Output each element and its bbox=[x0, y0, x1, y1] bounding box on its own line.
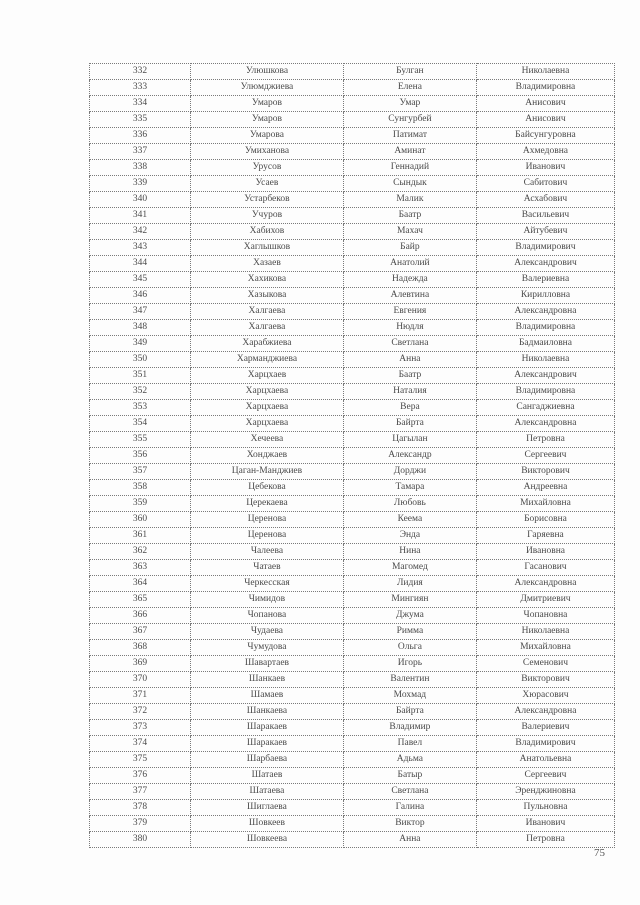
table-row bbox=[90, 192, 615, 208]
row-number: 355 bbox=[90, 432, 191, 448]
patronymic-cell: Владимировна bbox=[476, 80, 614, 96]
table-row bbox=[90, 400, 615, 416]
patronymic-cell: Петровна bbox=[476, 832, 614, 848]
patronymic-cell: Викторович bbox=[476, 672, 614, 688]
row-number: 349 bbox=[90, 336, 191, 352]
row-number: 337 bbox=[90, 144, 191, 160]
patronymic-cell: Валериевич bbox=[476, 720, 614, 736]
first-name-cell: Джума bbox=[343, 608, 476, 624]
table-row bbox=[90, 336, 615, 352]
row-number: 354 bbox=[90, 416, 191, 432]
patronymic-cell: Владимирович bbox=[476, 240, 614, 256]
last-name-cell: Улюмджиева bbox=[191, 80, 344, 96]
patronymic-cell: Михайловна bbox=[476, 496, 614, 512]
table-row bbox=[90, 528, 615, 544]
row-number: 347 bbox=[90, 304, 191, 320]
table-row bbox=[90, 464, 615, 480]
table-row bbox=[90, 128, 615, 144]
last-name-cell: Чопанова bbox=[191, 608, 344, 624]
patronymic-cell: Анисович bbox=[476, 112, 614, 128]
first-name-cell: Елена bbox=[343, 80, 476, 96]
first-name-cell: Ольга bbox=[343, 640, 476, 656]
row-number: 366 bbox=[90, 608, 191, 624]
patronymic-cell: Гасанович bbox=[476, 560, 614, 576]
table-row bbox=[90, 320, 615, 336]
first-name-cell: Евгения bbox=[343, 304, 476, 320]
last-name-cell: Чумудова bbox=[191, 640, 344, 656]
patronymic-cell: Петровна bbox=[476, 432, 614, 448]
table-row bbox=[90, 288, 615, 304]
last-name-cell: Шиглаева bbox=[191, 800, 344, 816]
patronymic-cell: Иванович bbox=[476, 816, 614, 832]
patronymic-cell: Кирилловна bbox=[476, 288, 614, 304]
first-name-cell: Светлана bbox=[343, 336, 476, 352]
row-number: 356 bbox=[90, 448, 191, 464]
table-row bbox=[90, 208, 615, 224]
row-number: 363 bbox=[90, 560, 191, 576]
last-name-cell: Шанкаев bbox=[191, 672, 344, 688]
patronymic-cell: Ивановна bbox=[476, 544, 614, 560]
row-number: 370 bbox=[90, 672, 191, 688]
patronymic-cell: Борисовна bbox=[476, 512, 614, 528]
row-number: 376 bbox=[90, 768, 191, 784]
table-row bbox=[90, 368, 615, 384]
first-name-cell: Анна bbox=[343, 352, 476, 368]
patronymic-cell: Бадмаиловна bbox=[476, 336, 614, 352]
row-number: 365 bbox=[90, 592, 191, 608]
table-row bbox=[90, 800, 615, 816]
last-name-cell: Хазыкова bbox=[191, 288, 344, 304]
last-name-cell: Хазаев bbox=[191, 256, 344, 272]
table-row bbox=[90, 592, 615, 608]
row-number: 375 bbox=[90, 752, 191, 768]
patronymic-cell: Иванович bbox=[476, 160, 614, 176]
first-name-cell: Булган bbox=[343, 64, 476, 80]
patronymic-cell: Сергеевич bbox=[476, 768, 614, 784]
last-name-cell: Шаракаев bbox=[191, 736, 344, 752]
table-row bbox=[90, 720, 615, 736]
last-name-cell: Шанкаева bbox=[191, 704, 344, 720]
last-name-cell: Шовкеева bbox=[191, 832, 344, 848]
row-number: 342 bbox=[90, 224, 191, 240]
row-number: 341 bbox=[90, 208, 191, 224]
first-name-cell: Батыр bbox=[343, 768, 476, 784]
patronymic-cell: Александровна bbox=[476, 416, 614, 432]
first-name-cell: Байр bbox=[343, 240, 476, 256]
table-row bbox=[90, 688, 615, 704]
row-number: 377 bbox=[90, 784, 191, 800]
row-number: 334 bbox=[90, 96, 191, 112]
first-name-cell: Алевтина bbox=[343, 288, 476, 304]
patronymic-cell: Семенович bbox=[476, 656, 614, 672]
row-number: 360 bbox=[90, 512, 191, 528]
patronymic-cell: Александровна bbox=[476, 304, 614, 320]
last-name-cell: Харцхаев bbox=[191, 368, 344, 384]
row-number: 369 bbox=[90, 656, 191, 672]
row-number: 340 bbox=[90, 192, 191, 208]
first-name-cell: Баатр bbox=[343, 208, 476, 224]
table-row bbox=[90, 272, 615, 288]
patronymic-cell: Николаевна bbox=[476, 624, 614, 640]
patronymic-cell: Байсунгуровна bbox=[476, 128, 614, 144]
first-name-cell: Мохмад bbox=[343, 688, 476, 704]
table-row bbox=[90, 560, 615, 576]
row-number: 339 bbox=[90, 176, 191, 192]
first-name-cell: Кеема bbox=[343, 512, 476, 528]
row-number: 346 bbox=[90, 288, 191, 304]
last-name-cell: Хечеева bbox=[191, 432, 344, 448]
last-name-cell: Урусов bbox=[191, 160, 344, 176]
patronymic-cell: Валериевна bbox=[476, 272, 614, 288]
first-name-cell: Светлана bbox=[343, 784, 476, 800]
last-name-cell: Харманджиева bbox=[191, 352, 344, 368]
patronymic-cell: Александрович bbox=[476, 256, 614, 272]
first-name-cell: Павел bbox=[343, 736, 476, 752]
row-number: 358 bbox=[90, 480, 191, 496]
last-name-cell: Халгаева bbox=[191, 320, 344, 336]
last-name-cell: Хонджаев bbox=[191, 448, 344, 464]
patronymic-cell: Ахмедовна bbox=[476, 144, 614, 160]
first-name-cell: Дорджи bbox=[343, 464, 476, 480]
table-row bbox=[90, 112, 615, 128]
last-name-cell: Халгаева bbox=[191, 304, 344, 320]
first-name-cell: Махач bbox=[343, 224, 476, 240]
row-number: 353 bbox=[90, 400, 191, 416]
patronymic-cell: Пульновна bbox=[476, 800, 614, 816]
row-number: 344 bbox=[90, 256, 191, 272]
first-name-cell: Сунгурбей bbox=[343, 112, 476, 128]
last-name-cell: Улюшкова bbox=[191, 64, 344, 80]
first-name-cell: Анатолий bbox=[343, 256, 476, 272]
table-row bbox=[90, 704, 615, 720]
first-name-cell: Баатр bbox=[343, 368, 476, 384]
last-name-cell: Шавартаев bbox=[191, 656, 344, 672]
first-name-cell: Надежда bbox=[343, 272, 476, 288]
first-name-cell: Владимир bbox=[343, 720, 476, 736]
first-name-cell: Мингиян bbox=[343, 592, 476, 608]
first-name-cell: Виктор bbox=[343, 816, 476, 832]
first-name-cell: Валентин bbox=[343, 672, 476, 688]
table-row bbox=[90, 752, 615, 768]
patronymic-cell: Александровна bbox=[476, 576, 614, 592]
patronymic-cell: Александровна bbox=[476, 704, 614, 720]
table-row bbox=[90, 64, 615, 80]
first-name-cell: Анна bbox=[343, 832, 476, 848]
table-row bbox=[90, 432, 615, 448]
patronymic-cell: Айтубевич bbox=[476, 224, 614, 240]
first-name-cell: Энда bbox=[343, 528, 476, 544]
row-number: 371 bbox=[90, 688, 191, 704]
last-name-cell: Усаев bbox=[191, 176, 344, 192]
last-name-cell: Цебекова bbox=[191, 480, 344, 496]
patronymic-cell: Анатольевна bbox=[476, 752, 614, 768]
table-row bbox=[90, 176, 615, 192]
table-row bbox=[90, 352, 615, 368]
row-number: 379 bbox=[90, 816, 191, 832]
row-number: 361 bbox=[90, 528, 191, 544]
last-name-cell: Умиханова bbox=[191, 144, 344, 160]
table-row bbox=[90, 736, 615, 752]
table-row bbox=[90, 240, 615, 256]
patronymic-cell: Николаевна bbox=[476, 352, 614, 368]
patronymic-cell: Анисович bbox=[476, 96, 614, 112]
last-name-cell: Харцхаева bbox=[191, 384, 344, 400]
patronymic-cell: Чопановна bbox=[476, 608, 614, 624]
table-row bbox=[90, 640, 615, 656]
last-name-cell: Церенова bbox=[191, 512, 344, 528]
last-name-cell: Устарбеков bbox=[191, 192, 344, 208]
first-name-cell: Адьма bbox=[343, 752, 476, 768]
table-row bbox=[90, 576, 615, 592]
first-name-cell: Сындык bbox=[343, 176, 476, 192]
first-name-cell: Лидия bbox=[343, 576, 476, 592]
patronymic-cell: Владимировна bbox=[476, 384, 614, 400]
first-name-cell: Александр bbox=[343, 448, 476, 464]
row-number: 332 bbox=[90, 64, 191, 80]
last-name-cell: Умаров bbox=[191, 112, 344, 128]
last-name-cell: Шатаев bbox=[191, 768, 344, 784]
row-number: 343 bbox=[90, 240, 191, 256]
last-name-cell: Шатаева bbox=[191, 784, 344, 800]
row-number: 368 bbox=[90, 640, 191, 656]
patronymic-cell: Владимирович bbox=[476, 736, 614, 752]
last-name-cell: Церекаева bbox=[191, 496, 344, 512]
roster-body bbox=[90, 64, 615, 848]
last-name-cell: Цаган-Манджиев bbox=[191, 464, 344, 480]
table-row bbox=[90, 496, 615, 512]
table-row bbox=[90, 608, 615, 624]
last-name-cell: Умаров bbox=[191, 96, 344, 112]
table-row bbox=[90, 448, 615, 464]
first-name-cell: Нина bbox=[343, 544, 476, 560]
patronymic-cell: Александрович bbox=[476, 368, 614, 384]
first-name-cell: Магомед bbox=[343, 560, 476, 576]
first-name-cell: Галина bbox=[343, 800, 476, 816]
patronymic-cell: Сабитович bbox=[476, 176, 614, 192]
table-row bbox=[90, 304, 615, 320]
table-row bbox=[90, 544, 615, 560]
table-row bbox=[90, 80, 615, 96]
patronymic-cell: Эренджиновна bbox=[476, 784, 614, 800]
first-name-cell: Тамара bbox=[343, 480, 476, 496]
patronymic-cell: Владимировна bbox=[476, 320, 614, 336]
patronymic-cell: Сангаджиевна bbox=[476, 400, 614, 416]
patronymic-cell: Андреевна bbox=[476, 480, 614, 496]
first-name-cell: Римма bbox=[343, 624, 476, 640]
first-name-cell: Байрта bbox=[343, 416, 476, 432]
patronymic-cell: Викторович bbox=[476, 464, 614, 480]
row-number: 333 bbox=[90, 80, 191, 96]
table-row bbox=[90, 224, 615, 240]
first-name-cell: Игорь bbox=[343, 656, 476, 672]
last-name-cell: Умарова bbox=[191, 128, 344, 144]
last-name-cell: Шаракаев bbox=[191, 720, 344, 736]
first-name-cell: Геннадий bbox=[343, 160, 476, 176]
table-row bbox=[90, 96, 615, 112]
row-number: 351 bbox=[90, 368, 191, 384]
table-row bbox=[90, 784, 615, 800]
row-number: 373 bbox=[90, 720, 191, 736]
table-row bbox=[90, 672, 615, 688]
patronymic-cell: Асхабович bbox=[476, 192, 614, 208]
last-name-cell: Чатаев bbox=[191, 560, 344, 576]
row-number: 372 bbox=[90, 704, 191, 720]
last-name-cell: Чимидов bbox=[191, 592, 344, 608]
row-number: 378 bbox=[90, 800, 191, 816]
patronymic-cell: Михайловна bbox=[476, 640, 614, 656]
patronymic-cell: Сергеевич bbox=[476, 448, 614, 464]
last-name-cell: Хабихов bbox=[191, 224, 344, 240]
row-number: 348 bbox=[90, 320, 191, 336]
first-name-cell: Умар bbox=[343, 96, 476, 112]
first-name-cell: Вера bbox=[343, 400, 476, 416]
table-row bbox=[90, 160, 615, 176]
last-name-cell: Харцхаева bbox=[191, 400, 344, 416]
table-row bbox=[90, 656, 615, 672]
row-number: 338 bbox=[90, 160, 191, 176]
last-name-cell: Шамаев bbox=[191, 688, 344, 704]
patronymic-cell: Хюрасович bbox=[476, 688, 614, 704]
table-row bbox=[90, 256, 615, 272]
table-row bbox=[90, 768, 615, 784]
row-number: 367 bbox=[90, 624, 191, 640]
patronymic-cell: Николаевна bbox=[476, 64, 614, 80]
last-name-cell: Хаглышков bbox=[191, 240, 344, 256]
roster-table bbox=[89, 63, 615, 848]
table-row bbox=[90, 480, 615, 496]
last-name-cell: Черкесская bbox=[191, 576, 344, 592]
table-row bbox=[90, 816, 615, 832]
first-name-cell: Нюдля bbox=[343, 320, 476, 336]
table-row bbox=[90, 832, 615, 848]
last-name-cell: Учуров bbox=[191, 208, 344, 224]
row-number: 359 bbox=[90, 496, 191, 512]
row-number: 364 bbox=[90, 576, 191, 592]
row-number: 336 bbox=[90, 128, 191, 144]
first-name-cell: Наталия bbox=[343, 384, 476, 400]
last-name-cell: Харабжиева bbox=[191, 336, 344, 352]
first-name-cell: Байрта bbox=[343, 704, 476, 720]
last-name-cell: Шовкеев bbox=[191, 816, 344, 832]
last-name-cell: Шарбаева bbox=[191, 752, 344, 768]
first-name-cell: Любовь bbox=[343, 496, 476, 512]
last-name-cell: Хахикова bbox=[191, 272, 344, 288]
row-number: 380 bbox=[90, 832, 191, 848]
table-row bbox=[90, 624, 615, 640]
patronymic-cell: Дмитриевич bbox=[476, 592, 614, 608]
row-number: 352 bbox=[90, 384, 191, 400]
table-row bbox=[90, 416, 615, 432]
table-row bbox=[90, 512, 615, 528]
patronymic-cell: Гаряевна bbox=[476, 528, 614, 544]
last-name-cell: Харцхаева bbox=[191, 416, 344, 432]
table-row bbox=[90, 384, 615, 400]
first-name-cell: Аминат bbox=[343, 144, 476, 160]
row-number: 350 bbox=[90, 352, 191, 368]
row-number: 374 bbox=[90, 736, 191, 752]
first-name-cell: Цагылан bbox=[343, 432, 476, 448]
row-number: 362 bbox=[90, 544, 191, 560]
row-number: 345 bbox=[90, 272, 191, 288]
row-number: 357 bbox=[90, 464, 191, 480]
row-number: 335 bbox=[90, 112, 191, 128]
last-name-cell: Чалеева bbox=[191, 544, 344, 560]
table-row bbox=[90, 144, 615, 160]
first-name-cell: Патимат bbox=[343, 128, 476, 144]
patronymic-cell: Васильевич bbox=[476, 208, 614, 224]
first-name-cell: Малик bbox=[343, 192, 476, 208]
last-name-cell: Чудаева bbox=[191, 624, 344, 640]
last-name-cell: Церенова bbox=[191, 528, 344, 544]
page-number: 75 bbox=[594, 847, 605, 859]
